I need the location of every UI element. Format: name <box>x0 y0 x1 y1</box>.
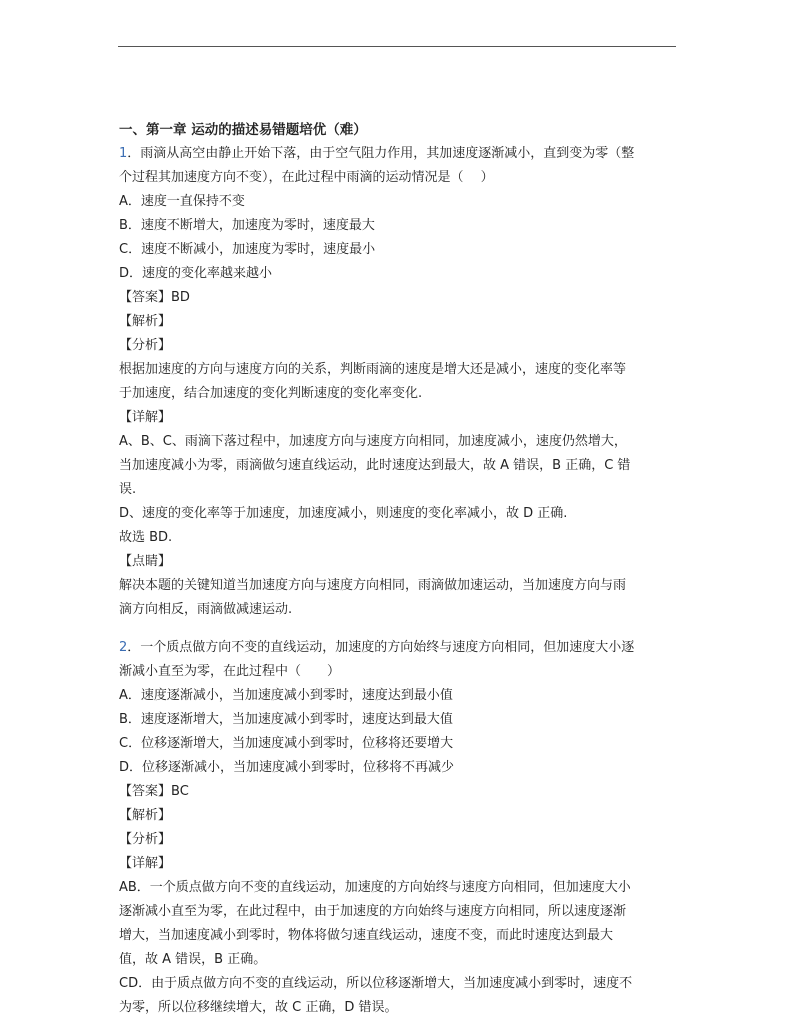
document-body <box>119 118 679 1020</box>
q2-answer: 【答案】BC <box>119 784 189 799</box>
q2-number: 2 <box>119 640 128 655</box>
q2-xiangjie-line-6: 为零，所以位移继续增大，故 C 正确，D 错误。 <box>119 1000 398 1015</box>
q1-xiangjie-line-4: D、速度的变化率等于加速度，加速度减小，则速度的变化率减小，故 D 正确. <box>119 506 568 521</box>
q2-option-b: B．速度逐渐增大，当加速度减小到零时，速度达到最大值 <box>119 712 453 727</box>
q2-stem-line-2: 渐减小直至为零，在此过程中（ ） <box>119 664 341 679</box>
q1-dianjing-line-2: 滴方向相反，雨滴做减速运动. <box>119 602 293 617</box>
q1-xiangjie-line-2: 当加速度减小为零，雨滴做匀速直线运动，此时速度达到最大，故 A 错误，B 正确，C 错 <box>119 458 631 473</box>
q2-fenxi-label: 【分析】 <box>119 832 172 847</box>
q1-option-a: A．速度一直保持不变 <box>119 194 245 209</box>
header-rule <box>118 46 676 47</box>
q1-fenxi-line-2: 于加速度，结合加速度的变化判断速度的变化率变化. <box>119 386 423 401</box>
q2-xiangjie-line-3: 增大，当加速度减小到零时，物体将做匀速直线运动，速度不变，而此时速度达到最大 <box>119 928 614 943</box>
q1-answer: 【答案】BD <box>119 290 190 305</box>
q2-jiexi-label: 【解析】 <box>119 808 172 823</box>
q1-option-b: B．速度不断增大，加速度为零时，速度最大 <box>119 218 375 233</box>
q1-xiangjie-line-5: 故选 BD. <box>119 530 173 545</box>
q1-fenxi-line-1: 根据加速度的方向与速度方向的关系，判断雨滴的速度是增大还是减小，速度的变化率等 <box>119 362 627 377</box>
question-1 <box>119 142 679 622</box>
q1-xiangjie-label: 【详解】 <box>119 410 172 425</box>
q2-stem-line-1: 2．一个质点做方向不变的直线运动，加速度的方向始终与速度方向相同，但加速度大小逐 <box>119 640 635 655</box>
q1-xiangjie-line-1: A、B、C、雨滴下落过程中，加速度方向与速度方向相同，加速度减小，速度仍然增大， <box>119 434 627 449</box>
q1-fenxi-label: 【分析】 <box>119 338 172 353</box>
question-gap <box>119 622 679 636</box>
q1-jiexi-label: 【解析】 <box>119 314 172 329</box>
q2-xiangjie-line-1: AB．一个质点做方向不变的直线运动，加速度的方向始终与速度方向相同，但加速度大小 <box>119 880 631 895</box>
q2-xiangjie-line-4: 值，故 A 错误，B 正确。 <box>119 952 267 967</box>
q1-stem-line-2: 个过程其加速度方向不变），在此过程中雨滴的运动情况是（ ） <box>119 170 494 185</box>
q1-stem-line-1: 1．雨滴从高空由静止开始下落，由于空气阻力作用，其加速度逐渐减小，直到变为零（整 <box>119 146 635 161</box>
question-2 <box>119 636 679 1020</box>
q1-dianjing-label: 【点睛】 <box>119 554 172 569</box>
q1-number: 1 <box>119 146 128 161</box>
q2-option-d: D．位移逐渐减小，当加速度减小到零时，位移将不再减少 <box>119 760 455 775</box>
q2-xiangjie-label: 【详解】 <box>119 856 172 871</box>
q1-xiangjie-line-3: 误. <box>119 482 137 497</box>
q1-option-c: C．速度不断减小，加速度为零时，速度最小 <box>119 242 376 257</box>
q1-dianjing-line-1: 解决本题的关键知道当加速度方向与速度方向相同，雨滴做加速运动，当加速度方向与雨 <box>119 578 627 593</box>
q2-option-a: A．速度逐渐减小，当加速度减小到零时，速度达到最小值 <box>119 688 453 703</box>
q2-xiangjie-line-2: 逐渐减小直至为零，在此过程中，由于加速度的方向始终与速度方向相同，所以速度逐渐 <box>119 904 627 919</box>
q2-xiangjie-line-5: CD．由于质点做方向不变的直线运动，所以位移逐渐增大，当加速度减小到零时，速度不 <box>119 976 633 991</box>
section-heading: 一、第一章 运动的描述易错题培优（难） <box>119 122 367 138</box>
q2-option-c: C．位移逐渐增大，当加速度减小到零时，位移将还要增大 <box>119 736 454 751</box>
q1-option-d: D．速度的变化率越来越小 <box>119 266 273 281</box>
